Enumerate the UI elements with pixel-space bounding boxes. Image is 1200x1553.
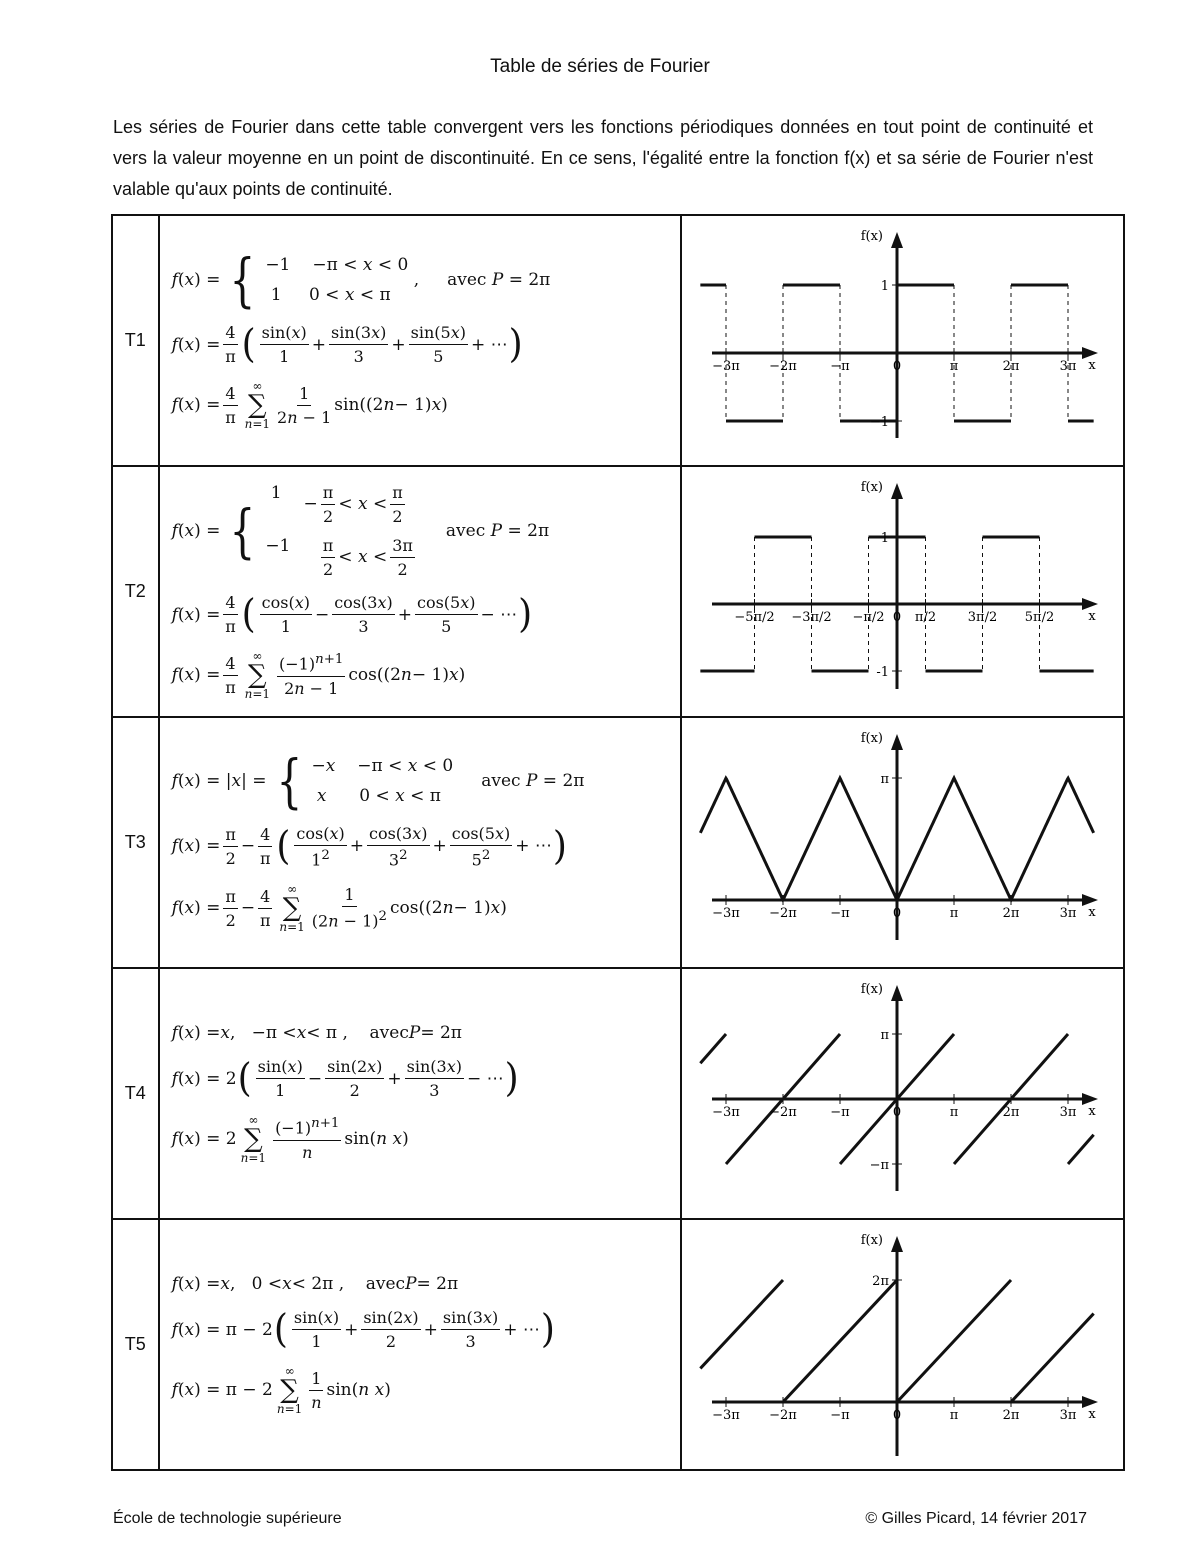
formula-cell	[159, 1219, 681, 1470]
x-tick-label: −3π	[712, 906, 740, 921]
plot-t5	[682, 1220, 1122, 1464]
row-label: T4	[112, 968, 159, 1219]
x-axis-label: x	[1088, 1407, 1096, 1422]
x-tick-label: −π/2	[852, 610, 885, 625]
x-tick-label: π	[949, 1105, 959, 1120]
graph-cell	[681, 215, 1124, 466]
intro-paragraph: Les séries de Fourier dans cette table convergent vers les fonctions périodiques données en tout point de continuité et vers la valeur moyenne en un point de discontinuité. En ce sens, l'égalité entre la fonction f(x) et sa série de Fourier n'est valable qu'aux points de continuité.	[113, 117, 1093, 199]
row-label: T2	[112, 466, 159, 717]
x-tick-label: −5π/2	[734, 610, 775, 625]
footer-copyright: © Gilles Picard, 14 février 2017	[865, 1510, 1087, 1527]
x-tick-label: 0	[892, 906, 902, 921]
x-tick-label: 2π	[1002, 1408, 1020, 1423]
x-tick-label: −2π	[769, 359, 797, 374]
series-segment	[897, 1280, 1011, 1402]
row-label: T3	[112, 717, 159, 968]
formula-sum: f ( x ) = $\frac{\pi}{2}$ − $\frac{4}{\pi}$ ∞ ∑ n=1 $\frac{1}{(2n - 1)^2}$ cos((2 n − 1) x )	[171, 882, 507, 935]
x-tick-label: −3π	[712, 1105, 740, 1120]
x-tick-label: −π	[830, 359, 850, 374]
formula-expansion: f ( x ) = $\frac{\pi}{2}$ − $\frac{4}{\pi}$ ( $\frac{\cos(x)}{1^2}$ + $\frac{\cos(3x)}{3^2}$ + $\frac{\cos(5x)}{5^2}$ + ⋯ )	[171, 823, 567, 870]
formula-expansion: f ( x ) = $\frac{4}{\pi}$ ( $\frac{\sin(x)}{1}$ + $\frac{\sin(3x)}{3}$ + $\frac{\sin(5x)}{5}$ + ⋯ )	[171, 321, 523, 368]
plot-t2	[682, 467, 1122, 711]
table-row	[112, 215, 1124, 466]
x-tick-label: 0	[892, 359, 902, 374]
formula-cell	[159, 717, 681, 968]
page-title: Table de séries de Fourier	[490, 56, 710, 77]
x-tick-label: 2π	[1002, 906, 1020, 921]
formula-definition: f ( x ) = { −1 −π < x < 0 1 0 < x < π , avec P = 2π	[171, 246, 551, 314]
graph-cell	[681, 717, 1124, 968]
formula-cell	[159, 968, 681, 1219]
x-axis-label: x	[1088, 609, 1096, 624]
x-tick-label: −π	[830, 1408, 850, 1423]
plot-t1	[682, 216, 1122, 460]
x-tick-label: 2π	[1002, 359, 1020, 374]
y-axis-arrow	[891, 1236, 903, 1252]
y-tick-label: 2π	[872, 1274, 889, 1289]
plot-t3	[682, 718, 1122, 962]
x-axis-label: x	[1088, 905, 1096, 920]
row-label: T5	[112, 1219, 159, 1470]
formula-expansion: f ( x ) = 2 ( $\frac{\sin(x)}{1}$ − $\frac{\sin(2x)}{2}$ + $\frac{\sin(3x)}{3}$ − ⋯ )	[171, 1055, 519, 1102]
x-tick-label: π	[949, 906, 959, 921]
formula-expansion: f ( x ) = π − 2 ( $\frac{\sin(x)}{1}$ + $\frac{\sin(2x)}{2}$ + $\frac{\sin(3x)}{3}$ + ⋯ )	[171, 1306, 555, 1353]
formula-sum: f ( x ) = $\frac{4}{\pi}$ ∞ ∑ n=1 $\frac{(-1)^{n+1}}{2n - 1}$ cos((2 n − 1) x )	[171, 649, 466, 701]
y-axis-arrow	[891, 985, 903, 1001]
x-tick-label: 0	[892, 1105, 902, 1120]
formula-definition: f ( x ) = x , −π < x < π , avec P = 2π	[171, 1023, 462, 1043]
x-tick-label: π	[949, 1408, 959, 1423]
formula-sum: f ( x ) = 2 ∞ ∑ n=1 $\frac{(-1)^{n+1}}{n}$ sin( n x )	[171, 1113, 409, 1165]
formula-definition: f ( x ) = x , 0 < x < 2π , avec P = 2π	[171, 1274, 459, 1294]
footer-school: École de technologie supérieure	[113, 1510, 342, 1527]
x-axis-label: x	[1088, 358, 1096, 373]
formula-expansion: f ( x ) = $\frac{4}{\pi}$ ( $\frac{\cos(x)}{1}$ − $\frac{\cos(3x)}{3}$ + $\frac{\cos(5x)}{5}$ − ⋯ )	[171, 591, 533, 638]
x-tick-label: −π	[830, 906, 850, 921]
y-axis-arrow	[891, 734, 903, 750]
x-tick-label: π	[949, 359, 959, 374]
y-tick-label: -1	[876, 665, 889, 680]
x-tick-label: −2π	[769, 1408, 797, 1423]
y-axis-label: f(x)	[860, 731, 883, 746]
x-tick-label: −π	[830, 1105, 850, 1120]
formula-definition: f ( x ) = | x | = { −x −π < x < 0 x 0 < x < π avec P = 2π	[171, 746, 585, 815]
plot-t4	[682, 969, 1122, 1213]
x-tick-label: 3π	[1059, 906, 1077, 921]
x-axis-label: x	[1088, 1104, 1096, 1119]
x-tick-label: −2π	[769, 906, 797, 921]
x-tick-label: −3π	[712, 1408, 740, 1423]
x-tick-label: 5π/2	[1024, 610, 1055, 625]
fourier-table	[111, 214, 1125, 1471]
y-tick-label: π	[880, 1028, 889, 1043]
table-row	[112, 717, 1124, 968]
x-tick-label: 0	[892, 1408, 902, 1423]
y-axis-arrow	[891, 483, 903, 499]
y-tick-label: 1	[880, 531, 889, 546]
table-row	[112, 466, 1124, 717]
series-segment	[700, 1034, 726, 1063]
x-tick-label: 0	[892, 610, 902, 625]
table-row	[112, 968, 1124, 1219]
formula-cell	[159, 466, 681, 717]
graph-cell	[681, 466, 1124, 717]
x-tick-label: π/2	[914, 610, 937, 625]
formula-sum: f ( x ) = π − 2 ∞ ∑ n=1 $\frac{1}{n}$ sin( n x )	[171, 1364, 391, 1416]
graph-cell	[681, 968, 1124, 1219]
x-tick-label: −3π/2	[791, 610, 832, 625]
series-segment	[1068, 1135, 1094, 1164]
y-tick-label: 1	[880, 279, 889, 294]
x-tick-label: 3π	[1059, 359, 1077, 374]
x-tick-label: −3π	[712, 359, 740, 374]
row-label: T1	[112, 215, 159, 466]
y-axis-label: f(x)	[860, 982, 883, 997]
table-row	[112, 1219, 1124, 1470]
x-tick-label: 2π	[1002, 1105, 1020, 1120]
x-tick-label: 3π	[1059, 1105, 1077, 1120]
y-axis-label: f(x)	[860, 229, 883, 244]
y-tick-label: −1	[869, 415, 889, 430]
x-tick-label: 3π/2	[967, 610, 998, 625]
y-axis-label: f(x)	[860, 480, 883, 495]
formula-cell	[159, 215, 681, 466]
formula-sum: f ( x ) = $\frac{4}{\pi}$ ∞ ∑ n=1 $\frac{1}{2n - 1}$ sin((2 n − 1) x )	[171, 379, 448, 431]
y-axis-label: f(x)	[860, 1233, 883, 1248]
y-tick-label: π	[880, 772, 889, 787]
formula-definition: f ( x ) = { 1 − $\frac{\pi}{2}$ < x < $\frac{\pi}{2}$ −1 $\frac{\pi}{2}$ < x < $\frac{3\pi}{2}$ avec P = 2π	[171, 483, 550, 579]
series-segment	[783, 1280, 897, 1402]
x-tick-label: −2π	[769, 1105, 797, 1120]
series-segment	[700, 1280, 783, 1368]
x-tick-label: 3π	[1059, 1408, 1077, 1423]
y-tick-label: −π	[869, 1158, 889, 1173]
series-segment	[1011, 1314, 1094, 1402]
y-axis-arrow	[891, 232, 903, 248]
graph-cell	[681, 1219, 1124, 1470]
